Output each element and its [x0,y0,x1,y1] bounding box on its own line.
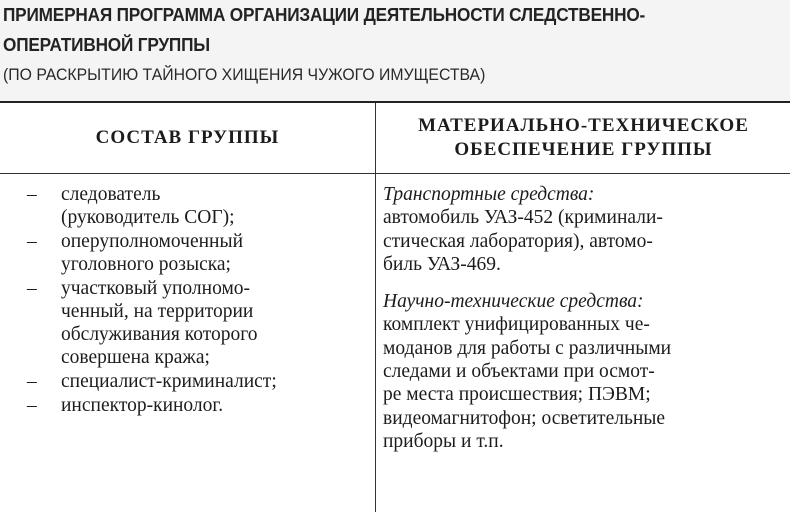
equipment-line: приборы и т.п. [383,430,504,452]
document-title [3,0,728,60]
column-header-equipment-line-1: МАТЕРИАЛЬНО-ТЕХНИЧЕСКОЕ [418,115,749,136]
header-divider [0,173,790,174]
group-members-list [0,183,372,418]
column-header-equipment-line-2: ОБЕСПЕЧЕНИЕ ГРУППЫ [454,139,713,160]
list-dash: – [27,184,37,205]
list-dash: – [27,278,37,299]
list-dash: – [27,395,37,416]
list-item-line: обслуживания которого [61,324,258,345]
list-item-line: уголовного розыска; [61,254,231,275]
equipment-line: моданов для работы с различными [383,337,672,359]
list-item-line: следователь [61,184,161,205]
equipment-category: Транспортные средства: [383,184,595,205]
equipment-category: Научно-технические средства: [383,291,644,313]
list-item-line: специалист-криминалист; [61,371,277,392]
equipment-line: следами и объектами при осмот- [383,361,655,383]
equipment-line: стическая лаборатория), автомо- [383,230,653,252]
list-dash: – [27,371,37,392]
list-item-line: участковый уполномо- [61,278,251,299]
column-header-equipment [377,103,790,173]
list-item [0,394,372,417]
list-item-line: (руководитель СОГ); [61,207,235,228]
list-item-line: ченный, на территории [61,301,254,322]
column-divider [375,103,376,512]
program-table [0,101,790,512]
list-item [0,230,372,276]
document-subtitle: (ПО РАСКРЫТИЮ ТАЙНОГО ХИЩЕНИЯ ЧУЖОГО ИМУЩЕСТВА) [3,65,486,84]
list-item-line: оперуполномоченный [61,231,244,252]
title-line-2: ОПЕРАТИВНОЙ ГРУППЫ [3,34,210,55]
list-item [0,370,372,393]
list-dash: – [27,231,37,252]
equipment-transport [383,183,783,276]
list-item [0,183,372,229]
list-item-line: инспектор-кинолог. [61,395,224,416]
equipment-line: автомобиль УАЗ-452 (криминали- [383,207,663,229]
equipment-line: комплект унифицированных че- [383,314,650,336]
equipment-cell [383,183,783,467]
column-header-composition: СОСТАВ ГРУППЫ [95,127,280,148]
list-item-line: совершена кража; [61,347,210,368]
equipment-technical [383,290,783,453]
list-item [0,277,372,369]
equipment-line: ре места происшествия; ПЭВМ; [383,384,651,406]
title-line-1: ПРИМЕРНАЯ ПРОГРАММА ОРГАНИЗАЦИИ ДЕЯТЕЛЬНОСТИ СЛЕДСТВЕННО- [3,4,646,25]
equipment-line: видеомагнитофон; осветительные [383,407,666,429]
equipment-line: биль УАЗ-469. [383,253,501,275]
